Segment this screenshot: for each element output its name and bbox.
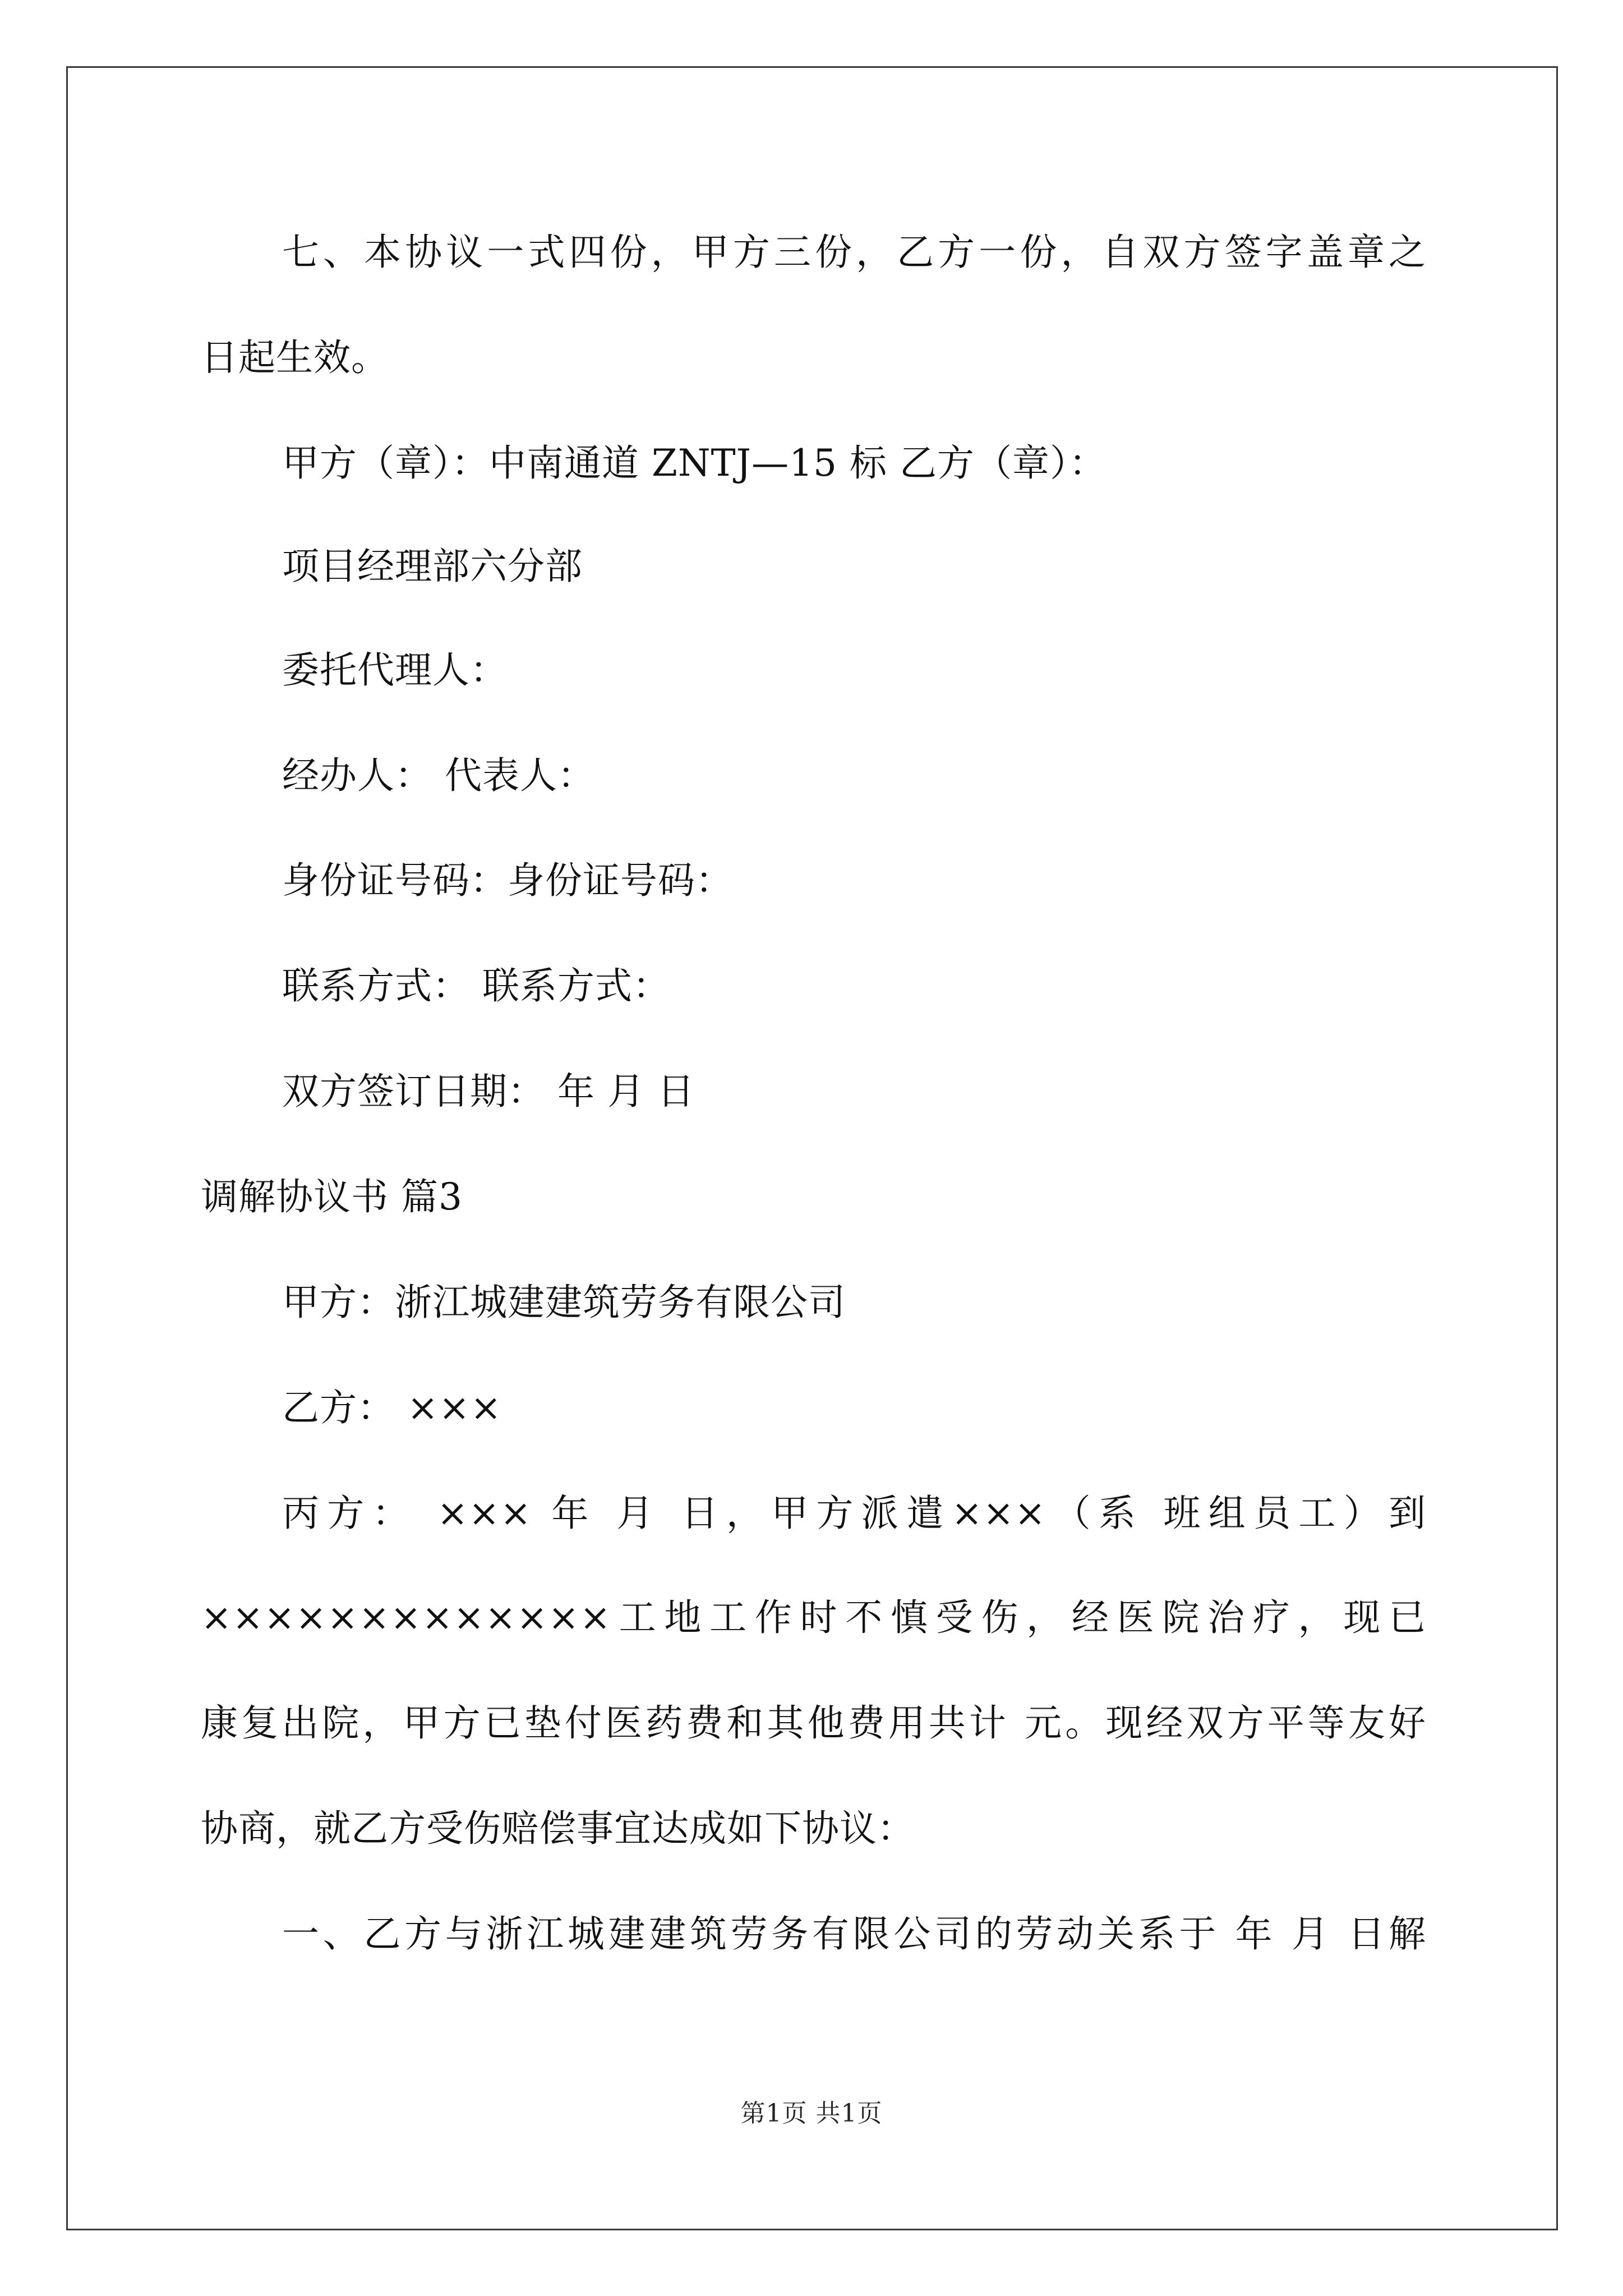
section-heading: 调解协议书 篇3 — [201, 1175, 463, 1218]
body-line-3: 协商，就乙方受伤赔偿事宜达成如下协议： — [201, 1807, 915, 1850]
paragraph-line-2: 日起生效。 — [201, 336, 389, 379]
party-b-line: 乙方： ××× — [282, 1386, 502, 1429]
party-a-line: 甲方：浙江城建建筑劳务有限公司 — [282, 1281, 846, 1324]
contact-line: 联系方式： 联系方式： — [282, 964, 670, 1007]
paragraph-line-1: 七、本协议一式四份，甲方三份，乙方一份，自双方签字盖章之 — [282, 231, 1426, 274]
id-number-line: 身份证号码：身份证号码： — [282, 859, 733, 902]
body-line-2: 康复出院，甲方已垫付医药费和其他费用共计 元。现经双方平等友好 — [201, 1701, 1426, 1745]
agent-line: 委托代理人： — [282, 648, 508, 692]
party-a-seal-line: 甲方（章）：中南通道 ZNTJ—15 标 乙方（章）： — [282, 441, 1107, 485]
project-department-line: 项目经理部六分部 — [282, 545, 583, 588]
page-number-footer: 第1页 共1页 — [740, 2099, 883, 2128]
party-c-line: 丙方： ××× 年 月 日，甲方派遣×××（系 班组员工）到 — [282, 1492, 1426, 1535]
handler-line: 经办人： 代表人： — [282, 754, 595, 797]
clause-one-line: 一、乙方与浙江城建建筑劳务有限公司的劳动关系于 年 月 日解 — [282, 1912, 1426, 1955]
body-line-1: ×××××××××××××工地工作时不慎受伤，经医院治疗，现已 — [201, 1596, 1426, 1639]
page-border — [66, 66, 1558, 2230]
sign-date-line: 双方签订日期： 年 月 日 — [282, 1070, 695, 1113]
